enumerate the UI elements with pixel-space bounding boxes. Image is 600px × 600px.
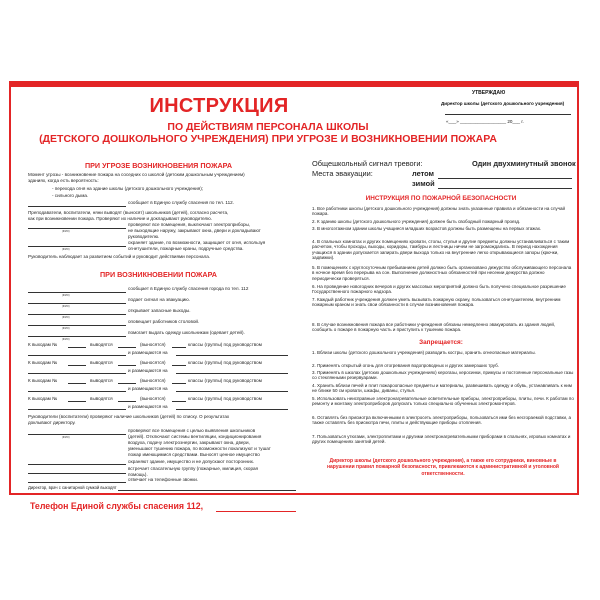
threat-bullet-1: - перехода огня на здание школы (детского дошкольного учреждения); (52, 186, 204, 191)
threat-line-8: огнетушители, пожарные краны, подручные средства. (128, 246, 244, 251)
fill-line (28, 464, 126, 465)
subtitle (18, 122, 518, 146)
fill-line (28, 473, 126, 474)
fill-line (28, 314, 126, 315)
responsibility-note: Директор школы (детского дошкольного учреждения), а также его сотрудники, виновные в нарушении правил пожарной безопасности, привлекаются к административной и уголовной ответственности. (326, 458, 560, 477)
exit-row-carry: (выносятся) (140, 378, 166, 383)
fill-line (68, 401, 86, 402)
threat-line-6: руководителю. (128, 234, 160, 239)
approve-signature-line (445, 114, 571, 115)
exit-row-class: классы (группы) под руководством (188, 378, 262, 383)
subtitle-line-2: (ДЕТСКОГО ДОШКОЛЬНОГО УЧРЕЖДЕНИЯ) ПРИ УГРОЗЕ И ВОЗНИКНОВЕНИИ ПОЖАРА (39, 132, 497, 145)
forbidden-item-7: 7. Пользоваться утюгами, электроплитами и другими электронагревательными приборами в спальнях, игровых комнатах и других помещениях занятий детей. (312, 434, 571, 445)
fio-label: (ФИО) (62, 316, 70, 319)
fill-line (28, 391, 126, 392)
phone-fill-line (216, 511, 296, 512)
fire-line-2: подает сигнал на эвакуацию. (128, 297, 190, 302)
fill-line (118, 365, 136, 366)
exit-row-class: классы (группы) под руководством (188, 342, 262, 347)
approve-date: «___» __________________ 20___ г. (446, 119, 524, 124)
threat-line-3: как при возникновении пожара. Проверяют их наличие и докладывают руководителю. (28, 216, 212, 221)
exit-row-label: К выходам № (28, 396, 57, 401)
fill-line (176, 409, 288, 410)
fill-line (172, 347, 186, 348)
fire-line-11: уменьшают тушению пожара, по возможности локализуют и тушат (128, 446, 271, 451)
fill-line (28, 373, 126, 374)
fio-label: (ФИО) (62, 338, 70, 341)
fire-heading: ПРИ ВОЗНИКНОВЕНИИ ПОЖАРА (100, 270, 217, 279)
threat-line-9: Руководитель наблюдает за развитием событий и руководит действиями персонала. (28, 254, 211, 259)
forbidden-item-5: 5. Использовать неисправные электронагревательные осветительные приборы, электроприборы, плиты, печи. К работам по ремонту и монтажу электроприборов допускать только специально обученных электромонтеров. (312, 396, 574, 407)
threat-line-2: Преподаватели, воспитатели, няни выводят (выносят) школьников (детей), согласно расчета, (28, 210, 229, 215)
fire-line-13: охраняют здание, имущество и не допускают посторонних. (128, 459, 255, 464)
fill-line (28, 482, 126, 483)
fill-line (68, 365, 86, 366)
fire-line-7: доклывают директору. (28, 420, 76, 425)
forbidden-heading: Запрещается: (419, 339, 463, 346)
exit-row-place: и размещаются на (128, 404, 168, 409)
fill-line (28, 325, 126, 326)
fire-line-4: оповещает работников столовой. (128, 319, 200, 324)
safety-item-7: 7. Каждый работник учреждения должен уметь вызывать пожарную охрану, пользоваться огнетушителем, внутренним пожарным краном и знать свои обязанности в случае возникновения пожара. (312, 297, 561, 308)
page-title: ИНСТРУКЦИЯ (149, 95, 289, 117)
exit-row-place: и размещаются на (128, 368, 168, 373)
exit-row-class: классы (группы) под руководством (188, 396, 262, 401)
evacuation-places-label: Места эвакуации: (312, 169, 373, 178)
evacuation-summer-label: летом (412, 169, 435, 178)
forbidden-item-6: 6. Оставлять без присмотра включенными в электросеть электроприборы, пользоваться ими без несгораемой подставки, а также оставлять без присмотра печи, плиты и действующие приборы отопления. (312, 415, 572, 426)
fire-line-6: Руководители (воспитатели) проверяют наличие школьников (детей) по списку. О результатах (28, 414, 230, 419)
approve-label: УТВЕРЖДАЮ (472, 90, 506, 96)
exit-row-verb: выводятся (90, 342, 113, 347)
exit-row-place: и размещаются на (128, 386, 168, 391)
fire-line-5: помогает выдать одежду школьникам (одевает детей). (128, 330, 245, 335)
fill-line (118, 383, 136, 384)
fill-line (172, 383, 186, 384)
exit-row-label: К выходам № (28, 378, 57, 383)
evacuation-winter-label: зимой (412, 179, 435, 188)
safety-item-4: 4. В спальных комнатах и других помещениях кровати, столы, стулья и другие предметы должны устанавливаться с таким расчетом, чтобы проходы, выходы, коридоры, тамбуры и лестницы ничем не загромождались. В период нахождения учащихся в здании допускается запирать двери выхода только на внутренние легко открывающиеся запоры (крючки, задвижки). (312, 239, 570, 260)
fio-label: (ФИО) (62, 248, 70, 251)
exit-row-carry: (выносятся) (140, 342, 166, 347)
fill-line (28, 246, 126, 247)
safety-item-2: 2. К зданию школы (детского дошкольного учреждения) должен быть свободный пожарный проезд. (312, 219, 521, 224)
exit-row-carry: (выносятся) (140, 396, 166, 401)
fill-line (172, 401, 186, 402)
fill-line (28, 409, 126, 410)
fill-line (28, 434, 126, 435)
fio-label: (ФИО) (62, 230, 70, 233)
fire-line-16: отвечает на телефонные звонки. (128, 477, 199, 482)
red-top-bar (9, 81, 579, 87)
fire-line-15: помощь). (128, 472, 148, 477)
threat-heading: ПРИ УГРОЗЕ ВОЗНИКНОВЕНИЯ ПОЖАРА (84, 161, 233, 170)
fio-label: (ФИО) (62, 327, 70, 330)
safety-item-8: 8. В случае возникновения пожара все работники учреждения обязаны немедленно эвакуировать из здания людей, сообщить о пожаре в пожарную часть и приступить к тушению пожара. (312, 322, 556, 333)
fire-line-9: (детей). Отключают системы вентиляции, кондиционирования (128, 434, 262, 439)
fill-line (28, 292, 126, 293)
exit-row-label: К выходам № (28, 342, 57, 347)
fill-line (68, 347, 86, 348)
subtitle-line-1: ПО ДЕЙСТВИЯМ ПЕРСОНАЛА ШКОЛЫ (167, 121, 369, 133)
fill-line (438, 188, 572, 189)
fire-line-12: пожар имеющимися средствами. Выносят ценное имущество (128, 452, 260, 457)
forbidden-item-4: 4. Хранить вблизи печей и плит пожароопасные предметы и материалы, развешивать одежду и обувь, устанавливать к ним не ближе 50 см кровати, шкафы, диваны, стулья. (312, 383, 572, 394)
fill-line (118, 347, 136, 348)
threat-intro-1: Момент угрозы - возникновение пожара на соседних со школой (детским дошкольным учреждением) (28, 172, 245, 177)
threat-line-4: проверяют все помещения, выключают электроприборы, (128, 222, 251, 227)
exit-row-verb: выводятся (90, 378, 113, 383)
exit-row-verb: выводятся (90, 360, 113, 365)
threat-line-7: охраняет здание, по возможности, защищает от огня, используя (128, 240, 266, 245)
fill-line (176, 373, 288, 374)
exit-row-verb: выводятся (90, 396, 113, 401)
fill-line (68, 383, 86, 384)
exit-row-class: классы (группы) под руководством (188, 360, 262, 365)
fill-line (118, 490, 296, 491)
fio-label: (ФИО) (62, 294, 70, 297)
alarm-signal-label: Общешкольный сигнал тревоги: (312, 159, 423, 168)
exit-row-carry: (выносятся) (140, 360, 166, 365)
fire-line-3: открывает запасные выходы. (128, 308, 191, 313)
fill-line (28, 303, 126, 304)
fire-line-10: воздуха, подачу электроэнергии, закрывают окна, двери, (128, 440, 250, 445)
fill-line (28, 355, 126, 356)
fill-line (28, 206, 126, 207)
fire-line-17: Директор, врач с санитарной сумкой выходят (28, 485, 117, 490)
fire-line-14: встречает спасательную группу (пожарные, милиция, скорая (128, 466, 259, 471)
forbidden-item-2: 2. Применять открытый огонь для отогревания водопроводных и других замерзших труб. (312, 363, 499, 368)
fill-line (176, 355, 288, 356)
safety-heading: ИНСТРУКЦИЯ ПО ПОЖАРНОЙ БЕЗОПАСНОСТИ (365, 195, 517, 202)
fio-label: (ФИО) (62, 436, 70, 439)
forbidden-item-1: 1. Вблизи школы (детского дошкольного учреждения) разводить костры, хранить огнеопасные материалы. (312, 350, 536, 355)
alarm-signal-value: Один двухминутный звонок (472, 159, 576, 168)
fio-label: (ФИО) (62, 305, 70, 308)
threat-intro-2: зданиях, когда есть вероятность: (28, 178, 99, 183)
fill-line (28, 336, 126, 337)
safety-item-3: 3. В многоэтажном здании школы учащиеся младших возрастов должны быть размещены на первых этажах. (312, 226, 542, 231)
fire-line-8: проверяют все помещения с целью выявления школьников (128, 428, 256, 433)
threat-bullet-2: - сильного дыма. (52, 193, 89, 198)
fill-line (438, 178, 572, 179)
safety-item-6: 6. На проведение новогодних вечеров и других массовых мероприятий должно быть получено специальное разрешение Государственного пожарного надзора. (312, 284, 566, 295)
safety-item-5: 5. В помещениях с круглосуточным пребыванием детей должно быть организовано дежурство обслуживающего персонала в ночное время без перерыва на сон. Выполнение должностных обязанностей при несении дежурства должно периодически проверяться. (312, 265, 572, 281)
fire-line-1: сообщает в Единую службу спасения города по тел. 112 (128, 286, 249, 291)
safety-item-1: 1. Все работники школы (детского дошкольного учреждения) должны знать указанные правила и обязанности на случай пожара. (312, 206, 566, 217)
fill-line (176, 391, 288, 392)
fill-line (172, 365, 186, 366)
threat-line-5: не выходящие наружу, закрывают окна, двери и докладывают (128, 228, 261, 233)
exit-row-place: и размещаются на (128, 350, 168, 355)
approve-role: Директор школы (детского дошкольного учреждения) (441, 101, 565, 106)
emergency-phone: Телефон Единой службы спасения 112, (30, 501, 204, 511)
fill-line (118, 401, 136, 402)
threat-line-1: сообщает в Единую службу спасения по тел. 112. (128, 200, 235, 205)
forbidden-item-3: 3. Применять в школах (детских дошкольных учреждениях) керогазы, керосинки, примусы и постоянные персональные газы со стеклянными резервуарами. (312, 370, 574, 381)
exit-row-label: К выходам № (28, 360, 57, 365)
fill-line (28, 228, 126, 229)
